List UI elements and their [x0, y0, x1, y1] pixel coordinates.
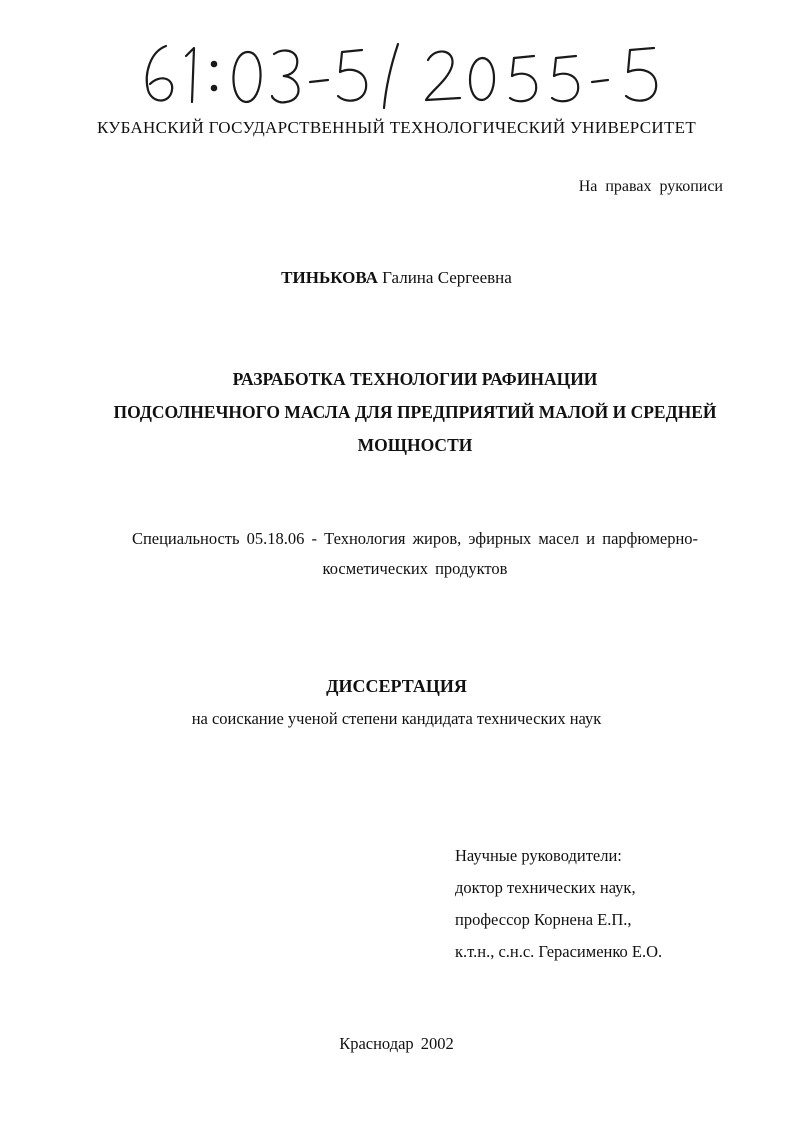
- dissertation-heading: ДИССЕРТАЦИЯ: [326, 676, 467, 696]
- city-year: Краснодар 2002: [339, 1034, 454, 1053]
- university-name: КУБАНСКИЙ ГОСУДАРСТВЕННЫЙ ТЕХНОЛОГИЧЕСКИЙ УНИВЕРСИТЕТ: [96, 118, 697, 137]
- supervisors-block: [455, 840, 662, 968]
- title-line-2: ПОДСОЛНЕЧНОГО МАСЛА ДЛЯ ПРЕДПРИЯТИЙ МАЛОЙ И СРЕДНЕЙ: [113, 402, 717, 422]
- handwritten-archive-code: [130, 38, 670, 110]
- title-line-1: РАЗРАБОТКА ТЕХНОЛОГИИ РАФИНАЦИИ: [232, 369, 598, 389]
- supervisor-line: доктор технических наук,: [455, 878, 636, 897]
- title-line-3: МОЩНОСТИ: [357, 435, 473, 455]
- specialty-line-2: косметических продуктов: [322, 559, 508, 578]
- specialty: [115, 524, 715, 584]
- supervisor-line: профессор Корнена Е.П.,: [455, 910, 632, 929]
- author-surname: ТИНЬКОВА: [281, 268, 378, 287]
- dissertation-subheading: на соискание ученой степени кандидата технических наук: [191, 709, 602, 728]
- author-name: [0, 268, 793, 288]
- rights-note: На правах рукописи: [578, 178, 723, 195]
- supervisors-heading: Научные руководители:: [455, 846, 622, 865]
- supervisor-line: к.т.н., с.н.с. Герасименко Е.О.: [455, 942, 663, 961]
- author-given-names: Галина Сергеевна: [382, 268, 512, 287]
- dissertation-title: [100, 363, 730, 462]
- specialty-line-1: Специальность 05.18.06 - Технология жиров, эфирных масел и парфюмерно-: [131, 529, 699, 548]
- handwritten-code-drawing: [130, 38, 670, 110]
